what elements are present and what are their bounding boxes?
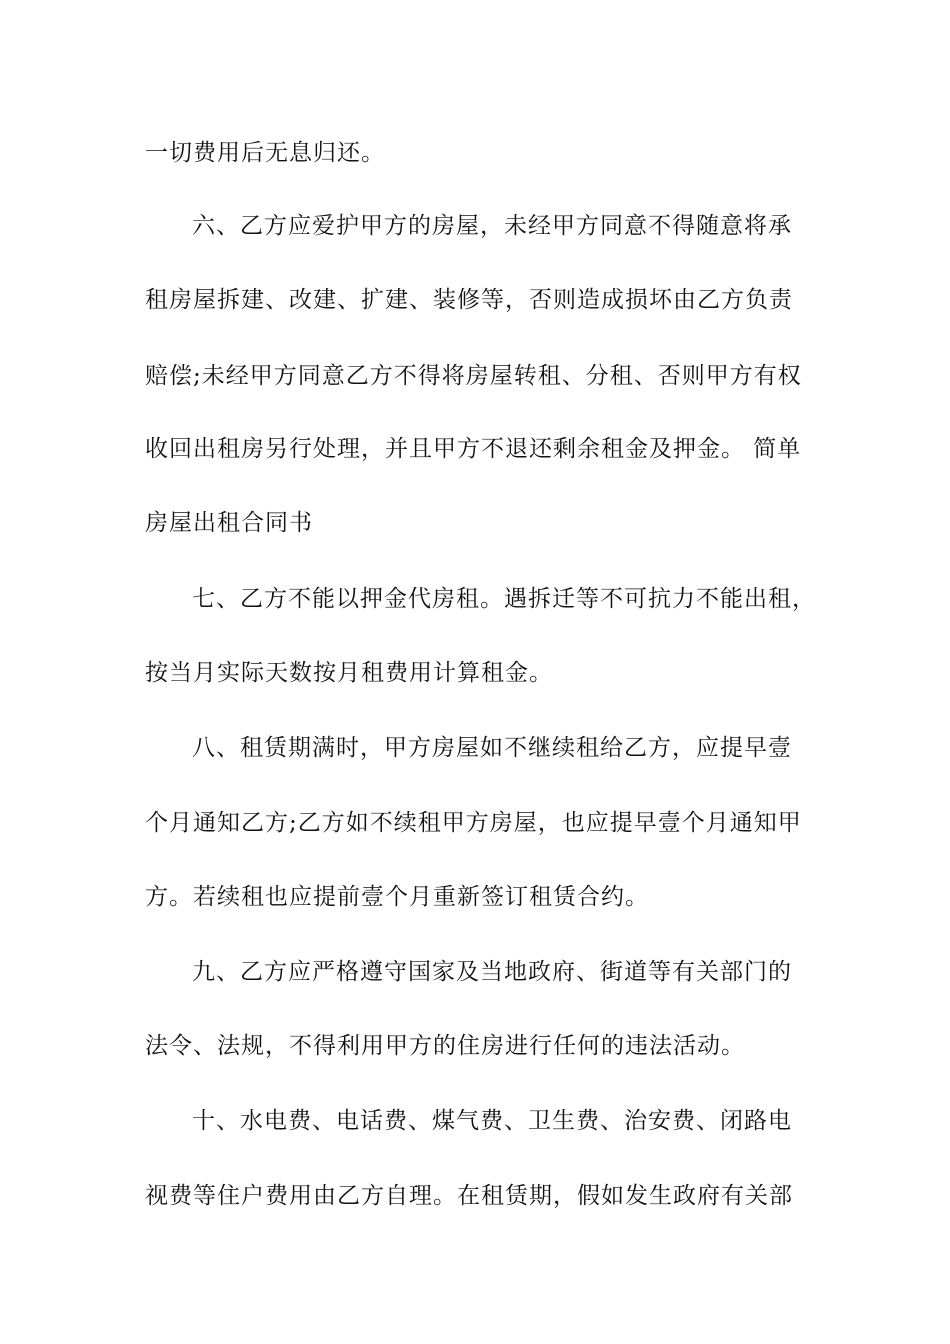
text-line: 法令、法规，不得利用甲方的住房进行任何的违法活动。	[145, 1033, 745, 1059]
text-line: 一切费用后无息归还。	[145, 140, 385, 166]
text-line: 六、乙方应爱护甲方的房屋，未经甲方同意不得随意将承	[192, 213, 792, 239]
text-line: 视费等住户费用由乙方自理。在租赁期，假如发生政府有关部	[145, 1183, 793, 1209]
text-line: 八、租赁期满时，甲方房屋如不继续租给乙方，应提早壹	[192, 735, 792, 761]
text-line: 七、乙方不能以押金代房租。遇拆迁等不可抗力不能出租，	[192, 586, 816, 612]
text-line: 收回出租房另行处理，并且甲方不退还剩余租金及押金。 简单	[145, 436, 802, 462]
text-line: 赔偿;未经甲方同意乙方不得将房屋转租、分租、否则甲方有权	[145, 363, 802, 389]
text-line: 房屋出租合同书	[145, 510, 313, 536]
text-line: 租房屋拆建、改建、扩建、装修等，否则造成损坏由乙方负责	[145, 287, 793, 313]
text-line: 十、水电费、电话费、煤气费、卫生费、治安费、闭路电	[192, 1108, 792, 1134]
text-line: 方。若续租也应提前壹个月重新签订租赁合约。	[145, 884, 649, 910]
text-line: 按当月实际天数按月租费用计算租金。	[145, 660, 553, 686]
text-line: 九、乙方应严格遵守国家及当地政府、街道等有关部门的	[192, 959, 792, 985]
text-line: 个月通知乙方;乙方如不续租甲方房屋，也应提早壹个月通知甲	[145, 810, 802, 836]
